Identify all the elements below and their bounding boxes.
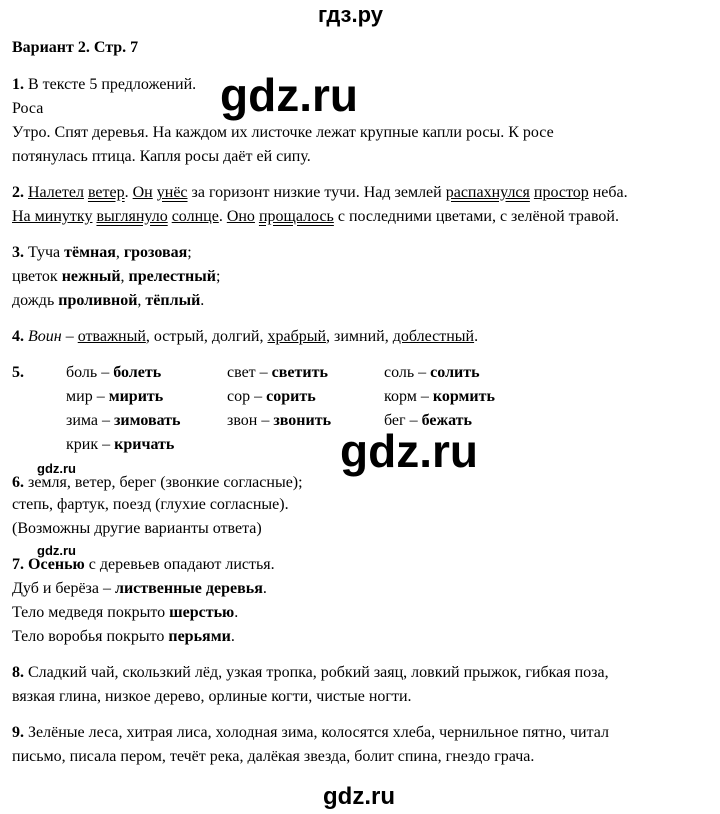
noun: бег – — [384, 412, 422, 429]
verb: мирить — [108, 388, 164, 405]
task-3-line-3 — [12, 292, 204, 310]
predicate-word: распахнулся — [445, 184, 530, 201]
answer-word: прелестный — [128, 268, 216, 285]
verb: звонить — [273, 412, 332, 429]
task-5-number: 5. — [12, 364, 24, 381]
task-2-line-2 — [12, 208, 619, 226]
noun: боль – — [66, 364, 114, 381]
text: , — [120, 268, 129, 285]
synonym-word: доблестный — [392, 328, 475, 345]
noun: сор – — [227, 388, 267, 405]
task-3-line-1 — [12, 244, 192, 262]
synonym-word: храбрый — [267, 328, 327, 345]
subject-word: Он — [132, 184, 153, 201]
task-2-line-1 — [12, 184, 628, 202]
text: . — [124, 184, 133, 201]
noun: соль – — [384, 364, 431, 381]
predicate-word: ветер — [87, 184, 125, 201]
task-6-line-3: (Возможны другие варианты ответа) — [12, 520, 262, 537]
answer-word: проливной — [58, 292, 138, 309]
task-1-line-3: Утро. Спят деревья. На каждом их листочке лежат крупные капли росы. К росе — [12, 124, 554, 141]
task-8-line-2: вязкая глина, низкое дерево, орлиные когти, чистые ногти. — [12, 688, 412, 705]
text: неба. — [588, 184, 628, 201]
t5-cell — [227, 412, 331, 430]
text: , зимний, — [326, 328, 393, 345]
text: – — [61, 328, 78, 345]
subject-word: солнце — [171, 208, 219, 225]
watermark-bottom: gdz.ru — [323, 783, 395, 810]
task-number: 8. — [12, 664, 24, 681]
watermark-small-1: gdz.ru — [37, 461, 76, 476]
verb: кормить — [432, 388, 495, 405]
task-8-line-1 — [12, 664, 609, 682]
text: , — [137, 292, 146, 309]
text: Зелёные леса, хитрая лиса, холодная зима, колосятся хлеба, чернильное пятно, читал — [24, 724, 610, 741]
text: Сладкий чай, скользкий лёд, узкая тропка, робкий заяц, ловкий прыжок, гибкая поза, — [24, 664, 609, 681]
text: Туча — [24, 244, 65, 261]
watermark-top: гдз.ру — [318, 2, 383, 27]
t5-cell — [384, 364, 480, 382]
text: . — [234, 604, 239, 621]
noun: крик – — [66, 436, 115, 453]
predicate-word: унёс — [156, 184, 188, 201]
text: . — [474, 328, 479, 345]
predicate-word: выглянуло — [96, 208, 168, 225]
answer-word: тёплый — [145, 292, 201, 309]
text: . — [218, 208, 227, 225]
noun: звон – — [227, 412, 274, 429]
task-1-line-2: Роса — [12, 100, 44, 117]
watermark-small-2: gdz.ru — [37, 543, 76, 558]
task-number: 2. — [12, 184, 24, 201]
t5-cell — [227, 364, 328, 382]
t5-cell — [66, 388, 163, 406]
text: Тело медведя покрыто — [12, 604, 170, 621]
watermark-large-1: gdz.ru — [220, 69, 358, 121]
subject-word: Оно — [226, 208, 255, 225]
task-6-line-1 — [12, 474, 303, 492]
task-number: 4. — [12, 328, 24, 345]
noun: корм – — [384, 388, 433, 405]
page-title: Вариант 2. Стр. 7 — [12, 39, 139, 56]
verb: солить — [430, 364, 480, 381]
task-9-line-1 — [12, 724, 609, 742]
answer-word: перьями — [168, 628, 231, 645]
t5-cell — [227, 388, 316, 406]
task-9-line-2: письмо, писала пером, течёт река, далёкая звезда, болит спина, гнездо грача. — [12, 748, 535, 765]
text: с последними цветами, с зелёной травой. — [333, 208, 619, 225]
verb: светить — [271, 364, 328, 381]
answer-word: лиственные деревья — [114, 580, 263, 597]
noun: мир – — [66, 388, 109, 405]
task-7-line-3 — [12, 604, 238, 622]
t5-cell — [66, 364, 161, 382]
text: Тело воробья покрыто — [12, 628, 169, 645]
text: за горизонт низкие тучи. Над землей — [187, 184, 446, 201]
text: ; — [187, 244, 192, 261]
task-6-line-2: степь, фартук, поезд (глухие согласные). — [12, 496, 289, 513]
text: , — [115, 244, 124, 261]
t5-cell — [384, 412, 472, 430]
noun: свет – — [227, 364, 272, 381]
text: . — [230, 628, 235, 645]
text: . — [200, 292, 205, 309]
t5-cell — [66, 436, 174, 454]
watermark-large-2: gdz.ru — [340, 425, 478, 477]
text: ; — [215, 268, 221, 285]
task-7-line-2 — [12, 580, 267, 598]
answer-word: нежный — [61, 268, 121, 285]
verb: кричать — [114, 436, 175, 453]
noun-word: Воин — [28, 328, 62, 345]
verb: сорить — [266, 388, 316, 405]
text: с деревьев опадают листья. — [84, 556, 275, 573]
verb: зимовать — [114, 412, 181, 429]
answer-word: грозовая — [123, 244, 188, 261]
noun: зима – — [66, 412, 114, 429]
text: . — [262, 580, 267, 597]
task-3-line-2 — [12, 268, 220, 286]
task-7-line-1 — [12, 556, 275, 574]
t5-cell — [384, 388, 495, 406]
answer-word: шерстью — [169, 604, 235, 621]
text: , острый, долгий, — [145, 328, 268, 345]
answer-word: Осенью — [28, 556, 85, 573]
task-text: В тексте 5 предложений. — [24, 76, 197, 93]
predicate-word: прощалось — [258, 208, 334, 225]
task-4-line-1 — [12, 328, 478, 346]
task-number: 1. — [12, 76, 24, 93]
verb: бежать — [421, 412, 472, 429]
text: земля, ветер, берег (звонкие согласные); — [24, 474, 303, 491]
t5-cell — [66, 412, 180, 430]
task-number: 9. — [12, 724, 24, 741]
task-1-line-1 — [12, 76, 196, 94]
text: Дуб и берёза – — [12, 580, 115, 597]
task-number: 6. — [12, 474, 24, 491]
verb: болеть — [113, 364, 162, 381]
text: цветок — [12, 268, 62, 285]
task-number: 3. — [12, 244, 24, 261]
synonym-word: отважный — [77, 328, 146, 345]
subject-word: На минутку — [12, 208, 93, 225]
answer-word: тёмная — [64, 244, 116, 261]
task-7-line-4 — [12, 628, 235, 646]
subject-word: Налетел — [28, 184, 84, 201]
text: дождь — [12, 292, 59, 309]
subject-word: простор — [533, 184, 589, 201]
task-1-line-4: потянулась птица. Капля росы даёт ей сипу. — [12, 148, 311, 165]
task-number: 7. — [12, 556, 24, 573]
